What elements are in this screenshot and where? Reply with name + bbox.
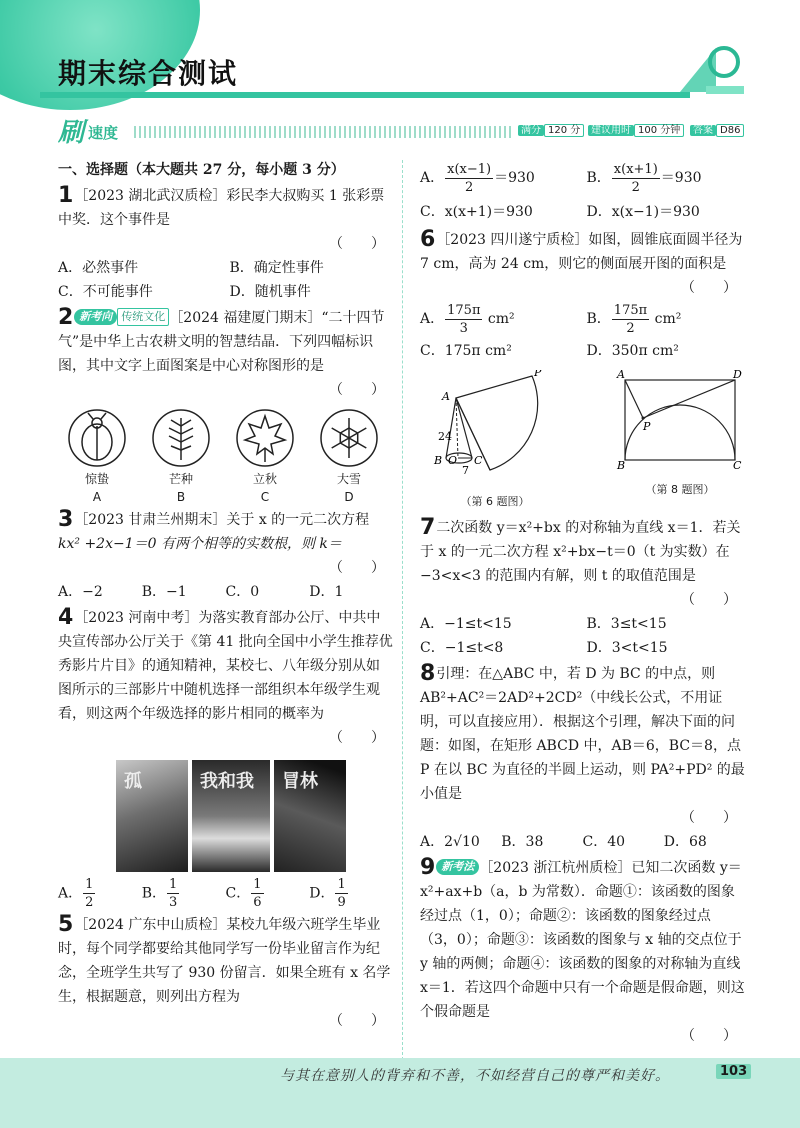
option-c: C．不可能事件: [58, 284, 153, 300]
question-2: [58, 306, 393, 506]
question-9: [420, 856, 745, 1048]
q5-options: [420, 158, 745, 226]
symbol-letter: C: [260, 490, 270, 504]
option-a: A．必然事件: [58, 260, 139, 276]
solar-term-symbols: [64, 408, 382, 506]
symbol-b: [148, 408, 214, 506]
ruler-protractor-icon: [676, 40, 746, 100]
symbol-d: [316, 408, 382, 506]
symbol-name: 芒种: [168, 472, 193, 486]
question-text: 引理：在△ABC 中，若 D 为 BC 的中点，则 AB²+AC²＝2AD²+2CD²（中线长公式，不用证明，可以直接应用）．根据这个引理，解决下面的问题：如图，在矩形 ABCD 中，AB＝6，BC＝8，点 P 在以 BC 为直径的半圆上运动，则 PA²+PD² 的最小值是: [420, 666, 745, 802]
answer-blank: （ ）: [329, 1013, 385, 1029]
maple-leaf-icon: [235, 408, 295, 468]
question-number: 5: [58, 912, 74, 937]
options: [58, 876, 393, 911]
option-c: C．x(x+1)＝930: [420, 204, 533, 220]
question-4: [58, 606, 393, 911]
answer-blank: （ ）: [329, 236, 385, 252]
option-d: D．1: [309, 584, 344, 600]
answer-blank: （ ）: [681, 592, 737, 608]
option-a: A． $\frac{1}{2}$: [58, 877, 94, 910]
beetle-icon: [67, 408, 127, 468]
option-a: A．−1≤t<15: [420, 616, 512, 632]
film-poster-3: 冒林: [274, 760, 346, 872]
symbol-letter: B: [176, 490, 186, 504]
option-c: C．−1≤t<8: [420, 640, 504, 656]
question-number: 3: [58, 507, 74, 532]
question-text: ［2023 河南中考］为落实教育部办公厅、中共中央宣传部办公厅关于《第 41 批向全国中小学生推荐优秀影片片目》的通知精神，某校七、八年级分别从如图所示的三部影片中随机选择一部组织本年级学生观看，则这两个年级选择的影片相同的概率为: [58, 610, 393, 722]
answer-blank: （ ）: [329, 382, 385, 398]
options: [58, 580, 393, 604]
question-7: [420, 516, 745, 660]
question-text: ［2023 甘肃兰州期末］关于 x 的一元二次方程: [74, 512, 370, 528]
option-c: C．40: [582, 834, 626, 850]
option-b: B．38: [501, 834, 544, 850]
left-column: [58, 158, 393, 1033]
question-number: 1: [58, 183, 74, 208]
symbol-name: 大雪: [336, 472, 361, 486]
page-title: 期末综合测试: [58, 57, 239, 90]
culture-tag: 传统文化: [117, 308, 169, 326]
new-trend-tag: 新考向: [74, 309, 117, 325]
symbol-letter: A: [92, 490, 102, 504]
column-divider: [402, 160, 403, 1060]
answer-blank: （ ）: [329, 730, 385, 746]
answer-blank: （ ）: [681, 1028, 737, 1044]
figures: [420, 370, 745, 514]
option-d: D．350π cm²: [586, 343, 679, 359]
svg-text:D: D: [733, 370, 742, 381]
symbol-name: 立秋: [252, 472, 277, 486]
question-number: 8: [420, 661, 436, 686]
answer-blank: （ ）: [329, 560, 385, 576]
page-number: 103: [716, 1064, 751, 1079]
full-score: 满分 120 分: [518, 123, 584, 139]
speed-banner: [58, 118, 748, 146]
film-poster-2: 我和我: [192, 760, 270, 872]
option-b: B．确定性事件: [229, 260, 324, 276]
option-b: B．3≤t<15: [586, 616, 667, 632]
question-8: [420, 662, 745, 854]
question-text: ［2023 四川遂宁质检］如图，圆锥底面圆半径为 7 cm，高为 24 cm，则它的侧面展开图的面积是: [420, 232, 743, 272]
option-a: A．2√10: [420, 834, 480, 850]
question-number: 9: [420, 855, 436, 880]
new-method-tag: 新考法: [436, 859, 479, 875]
symbol-c: [232, 408, 298, 506]
symbol-letter: D: [344, 490, 354, 504]
option-d: D． $\frac{1}{9}$: [309, 877, 346, 910]
speed-brush-char: 刷: [58, 118, 85, 148]
option-c: C． $\frac{1}{6}$: [225, 877, 262, 910]
question-number: 4: [58, 605, 74, 630]
options: [58, 256, 393, 304]
question-text: ［2024 福建厦门期末］“二十四节气”是中华上古农耕文明的智慧结晶．下列四幅标识图，其中文字上面图案是中心对称图形的是: [58, 310, 385, 374]
figure-6: [420, 370, 570, 514]
question-text: ［2023 浙江杭州质检］已知二次函数 y＝x²+ax+b（a，b 为常数）．命题①：该函数的图象经过点（1，0）；命题②：该函数的图象经过点（3，0）；命题③：该函数的图象与 x 轴的交点位于 y 轴的两侧；命题④：该函数的图象的对称轴为直线 x＝1．若这四个命题中只有一个命题是假命题，则这个假命题是: [420, 860, 745, 1020]
svg-text:P: P: [643, 420, 651, 433]
question-1: [58, 184, 393, 304]
question-text: ［2024 广东中山质检］某校九年级六班学生毕业时，每个同学都要给其他同学写一份毕业留言作为纪念，全班学生共写了 930 份留言．如果全班有 x 名学生，根据题意，则列出方程为: [58, 917, 391, 1005]
svg-text:7: 7: [462, 464, 469, 477]
right-column: [420, 158, 745, 1048]
film-posters: [116, 760, 393, 872]
option-b: B． $\frac{1}{3}$: [141, 877, 178, 910]
svg-text:C: C: [474, 454, 483, 467]
figure-8-caption: （第 8 题图）: [645, 483, 715, 496]
question-number: 7: [420, 515, 436, 540]
cone-unfold-diagram: [420, 370, 570, 482]
option-c: C．175π cm²: [420, 343, 512, 359]
option-c: C．0: [225, 584, 260, 600]
speed-label: 速度: [88, 124, 119, 142]
option-d: D．3<t<15: [586, 640, 668, 656]
answer-blank: （ ）: [681, 810, 737, 826]
answer-page: 答案 D86: [690, 123, 744, 139]
section-title: 一、选择题（本大题共 27 分，每小题 3 分）: [58, 162, 345, 178]
question-number: 6: [420, 227, 436, 252]
figure-8: [615, 370, 745, 514]
snowflake-icon: [319, 408, 379, 468]
question-6: [420, 228, 745, 514]
answer-blank: （ ）: [681, 280, 737, 296]
question-equation: kx² +2x−1＝0 有两个相等的实数根，则 k＝: [58, 536, 342, 552]
options: [420, 830, 745, 854]
rectangle-semicircle-diagram: [615, 370, 745, 470]
question-text: 二次函数 y＝x²+bx 的对称轴为直线 x＝1．若关于 x 的一元二次方程 x²+bx−t＝0（t 为实数）在−3<x<3 的范围内有解，则 t 的取值范围是: [420, 520, 741, 584]
option-d: D．随机事件: [229, 284, 311, 300]
option-b: B． $\frac{x(x+1)}{2}$ ＝930: [586, 161, 702, 195]
header-rule: [40, 92, 690, 98]
symbol-a: [64, 408, 130, 506]
option-d: D．68: [663, 834, 707, 850]
option-d: D．x(x−1)＝930: [586, 204, 700, 220]
svg-text:P: P: [534, 370, 542, 379]
speed-dots: [134, 126, 514, 138]
svg-text:24: 24: [438, 430, 452, 443]
option-a: A． $\frac{175\pi}{3}$ cm²: [420, 302, 515, 336]
svg-text:C: C: [733, 459, 742, 470]
option-b: B．−1: [141, 584, 187, 600]
suggested-time: 建议用时 100 分钟: [588, 123, 684, 139]
question-text: ［2023 湖北武汉质检］彩民李大叔购买 1 张彩票中奖．这个事件是: [58, 188, 385, 228]
symbol-name: 惊蛰: [84, 472, 109, 486]
question-3: [58, 508, 393, 604]
option-b: B． $\frac{175\pi}{2}$ cm²: [586, 302, 682, 336]
question-number: 2: [58, 305, 74, 330]
option-a: A． $\frac{x(x-1)}{2}$ ＝930: [420, 161, 535, 195]
question-5: [58, 913, 393, 1033]
svg-text:B: B: [617, 459, 626, 470]
svg-text:A: A: [442, 390, 450, 403]
footer-quote: 与其在意别人的背弃和不善，不如经营自己的尊严和美好。: [280, 1068, 670, 1084]
wheat-icon: [151, 408, 211, 468]
options: [420, 300, 745, 364]
svg-text:O: O: [448, 454, 458, 467]
svg-text:A: A: [617, 370, 625, 381]
film-poster-1: 孤: [116, 760, 188, 872]
options: [420, 612, 745, 660]
option-a: A．−2: [58, 584, 103, 600]
figure-6-caption: （第 6 题图）: [460, 495, 530, 508]
svg-text:B: B: [434, 454, 443, 467]
